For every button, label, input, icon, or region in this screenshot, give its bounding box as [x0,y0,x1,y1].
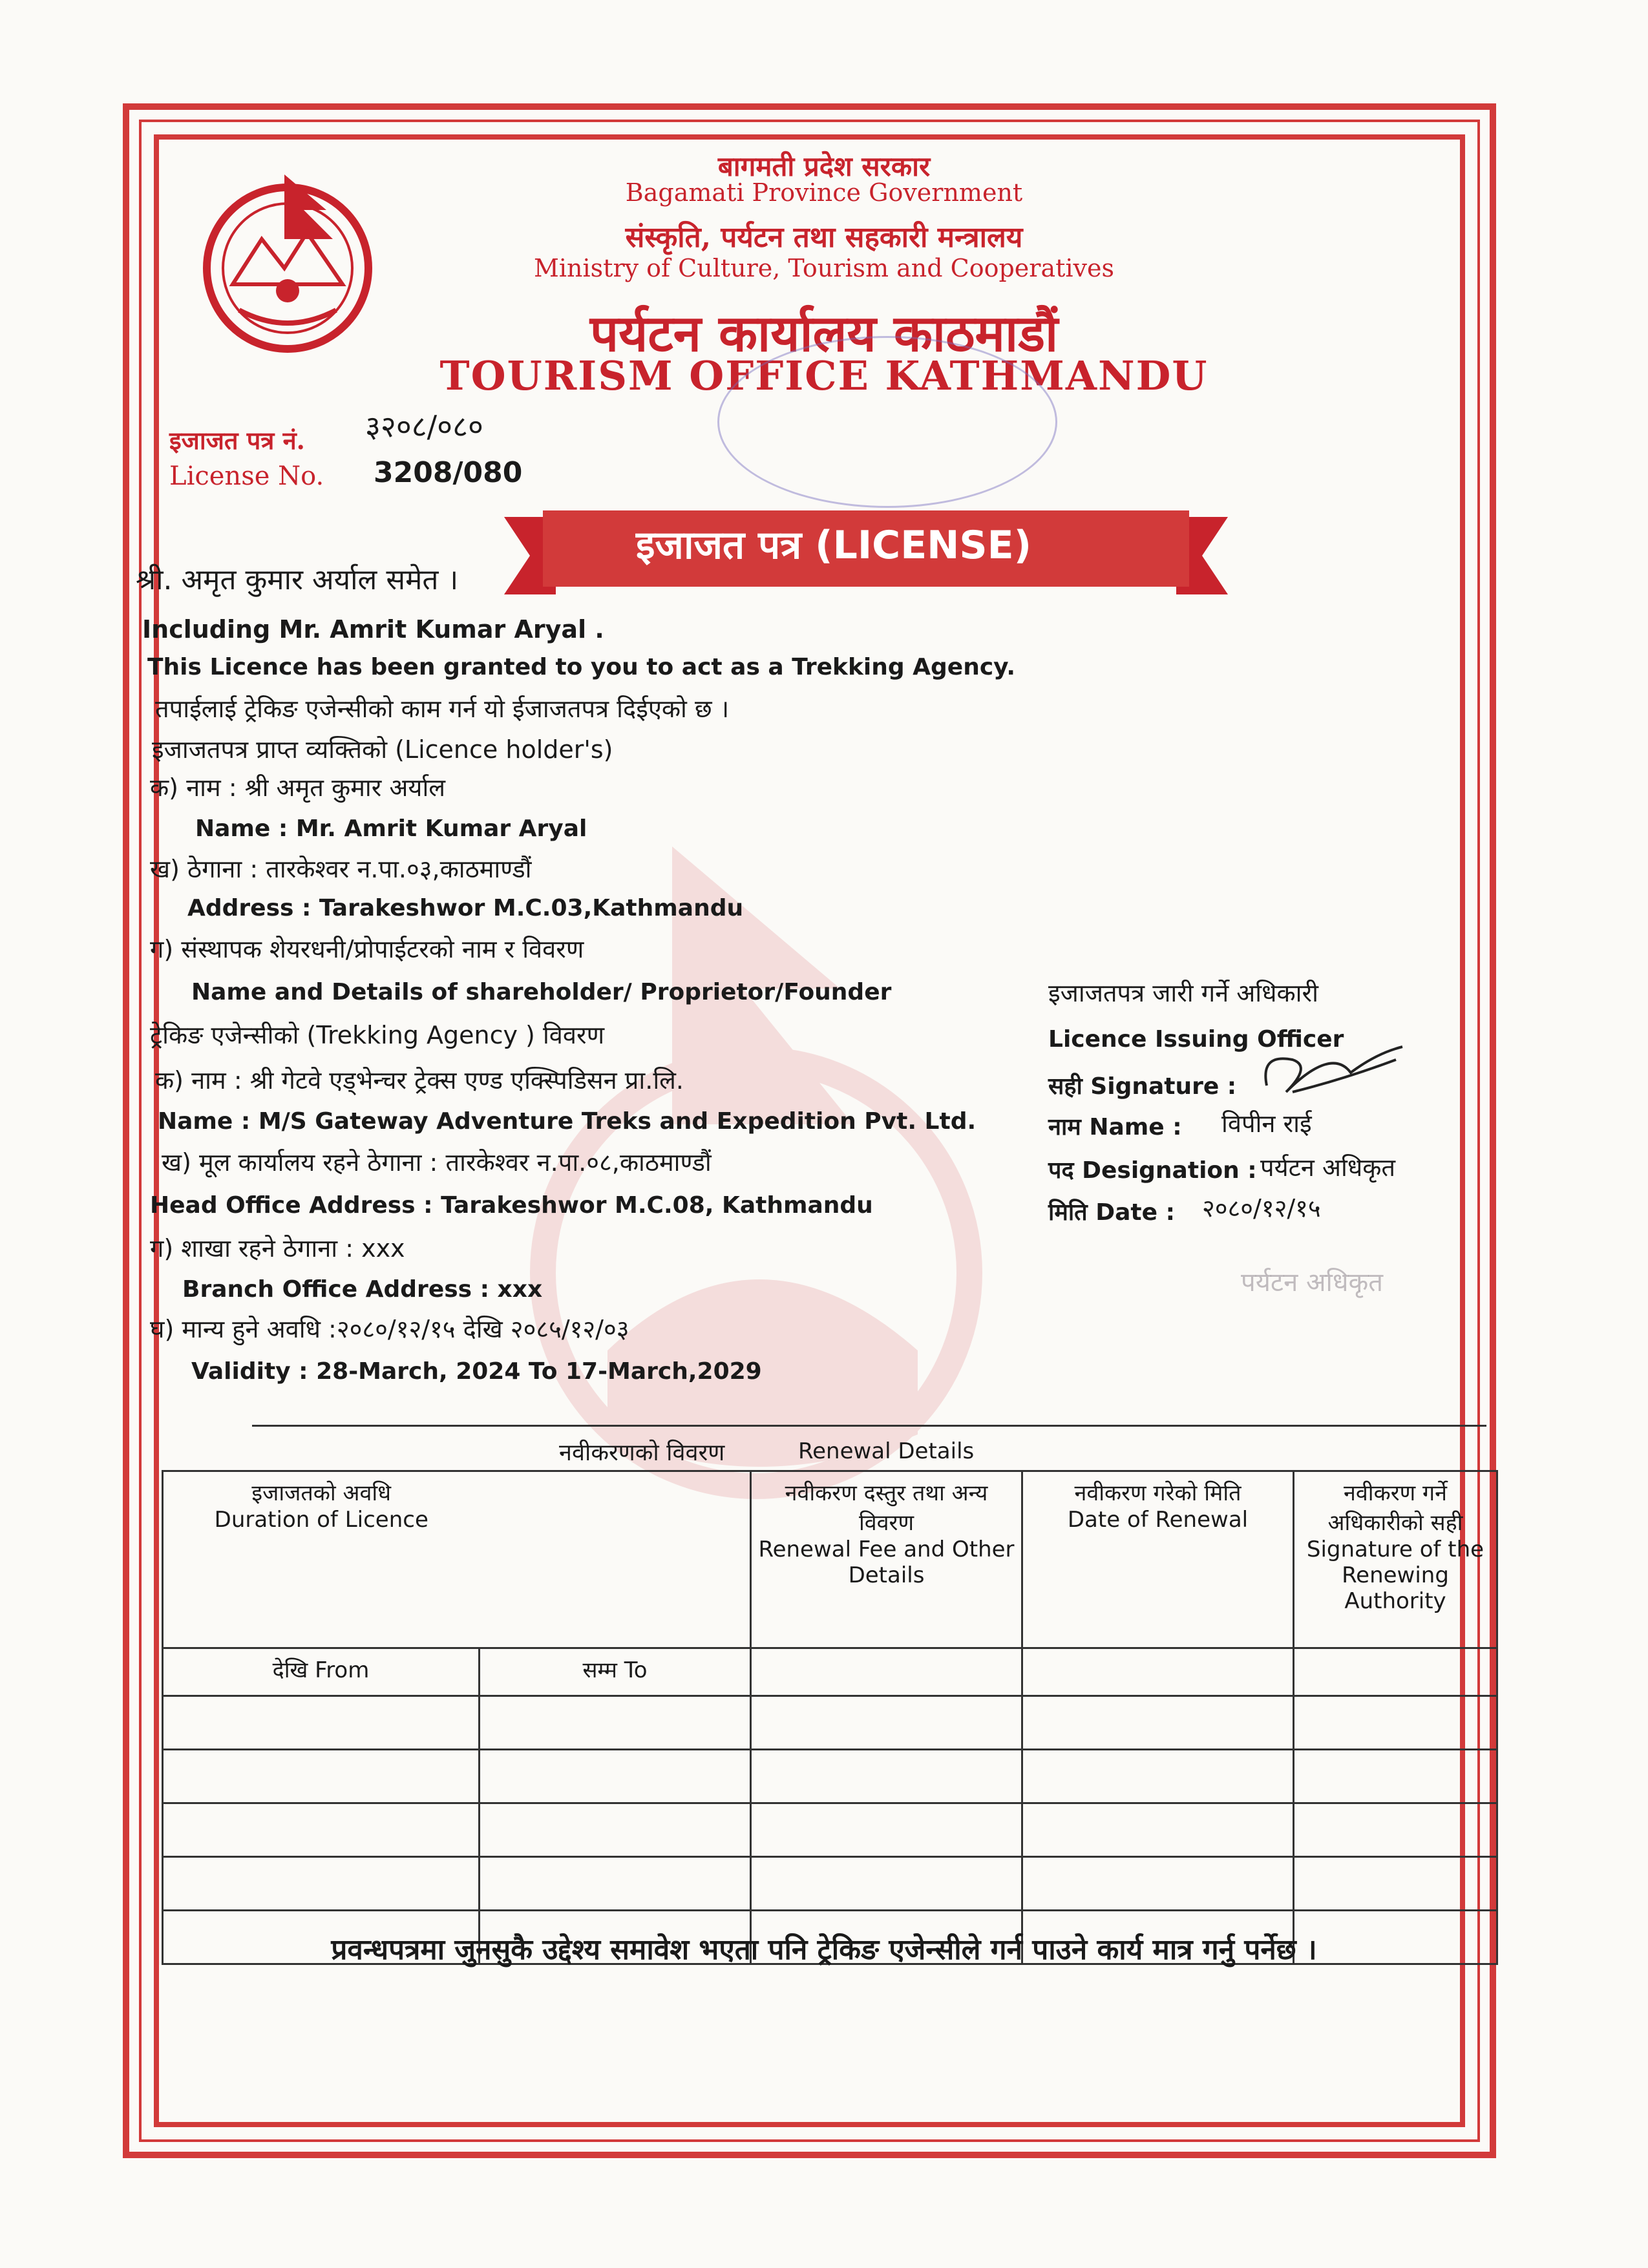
officer-date-label: मिति Date : [1048,1199,1175,1226]
validity-np: घ) मान्य हुने अवधि :२०८०/१२/१५ देखि २०८५/१२/०३ [150,1315,629,1343]
officer-heading-np: इजाजतपत्र जारी गर्ने अधिकारी [1048,979,1318,1007]
grant-np: तपाईलाई ट्रेकिङ एजेन्सीको काम गर्न यो ईजाजतपत्र दिईएको छ । [155,695,730,723]
renewal-subheader-row [163,1648,1497,1696]
founder-en: Name and Details of shareholder/ Proprietor/Founder [191,979,892,1005]
officer-designation-value: पर्यटन अधिकृत [1260,1153,1396,1182]
holder-heading: इजाजतपत्र प्राप्त व्यक्तिको (Licence holder's) [152,735,613,764]
officer-designation-label: पद Designation : [1048,1157,1257,1184]
renewal-row [163,1696,1497,1750]
col-duration-spacer [480,1471,751,1648]
renewal-row [163,1803,1497,1857]
addressee-np: श्री. अमृत कुमार अर्याल समेत । [136,563,459,596]
holder-address-en: Address : Tarakeshwor M.C.03,Kathmandu [187,895,744,921]
footer-note: प्रवन्धपत्रमा जुनसुकै उद्देश्य समावेश भएता पनि ट्रेकिङ एजेन्सीले गर्न पाउने कार्य मात्र गर्नु पर्नेछ । [331,1933,1317,1966]
col-signature [1294,1471,1497,1648]
to-label: सम्म To [480,1648,751,1696]
province-en: Bagamati Province Government [625,178,1023,207]
col-duration [163,1471,480,1648]
officer-signature-label: सही Signature : [1048,1073,1237,1100]
renewal-row [163,1857,1497,1911]
col-date-np: नवीकरण गरेको मिति [1074,1480,1241,1506]
ministry-en: Ministry of Culture, Tourism and Cooperatives [533,254,1114,282]
founder-np: ग) संस्थापक शेयरधनी/प्रोपाईटरको नाम र विवरण [150,935,584,963]
license-label-np: इजाजत पत्र नं. [169,426,305,455]
renewal-row [163,1750,1497,1803]
validity-en: Validity : 28-March, 2024 To 17-March,2029 [191,1358,762,1385]
branch-en: Branch Office Address : xxx [182,1276,543,1303]
renewal-title-en: Renewal Details [798,1438,975,1464]
head-office-en: Head Office Address : Tarakeshwor M.C.08, Kathmandu [150,1192,873,1219]
office-seal [717,336,1057,508]
col-date [1022,1471,1294,1648]
license-title: इजाजत पत्र (LICENSE) [635,523,1032,568]
col-fee-en: Renewal Fee and Other Details [758,1537,1015,1588]
license-value-en: 3208/080 [374,456,523,489]
holder-name-np: क) नाम : श्री अमृत कुमार अर्याल [150,773,446,802]
col-signature-en: Signature of the Renewing Authority [1306,1537,1484,1614]
col-fee [751,1471,1022,1648]
holder-address-np: ख) ठेगाना : तारकेश्वर न.पा.०३,काठमाण्डौं [150,855,532,883]
from-label: देखि From [163,1648,480,1696]
col-signature-np: नवीकरण गर्ने अधिकारीको सही [1327,1480,1463,1536]
branch-np: ग) शाखा रहने ठेगाना : xxx [150,1234,405,1263]
ministry-np: संस्कृति, पर्यटन तथा सहकारी मन्त्रालय [625,221,1023,254]
renewal-title-np: नवीकरणको विवरण [559,1440,725,1466]
agency-name-en: Name : M/S Gateway Adventure Treks and Expedition Pvt. Ltd. [158,1108,977,1135]
officer-stamp: पर्यटन अधिकृत [1241,1268,1384,1297]
addressee-en: Including Mr. Amrit Kumar Aryal . [142,615,604,644]
renewal-divider [252,1425,1486,1427]
holder-name-en: Name : Mr. Amrit Kumar Aryal [195,815,587,842]
col-duration-np: इजाजतको अवधि [251,1480,392,1506]
col-duration-en: Duration of Licence [214,1507,428,1533]
officer-date-value: २०८०/१२/१५ [1202,1194,1321,1223]
license-value-np: ३२०८/०८० [365,409,483,444]
agency-heading: ट्रेकिङ एजेन्सीको (Trekking Agency ) विवरण [150,1021,605,1049]
head-office-np: ख) मूल कार्यालय रहने ठेगाना : तारकेश्वर न.पा.०८,काठमाण्डौं [162,1148,712,1177]
officer-signature-icon [1254,1034,1409,1105]
grant-en: This Licence has been granted to you to act as a Trekking Agency. [147,654,1016,680]
agency-name-np: क) नाम : श्री गेटवे एड्भेन्चर ट्रेक्स एण्ड एक्स्पिडिसन प्रा.लि. [155,1066,684,1095]
province-np: बागमती प्रदेश सरकार [717,151,931,182]
renewal-table [162,1470,1498,1965]
col-date-en: Date of Renewal [1067,1507,1249,1533]
officer-heading-en: Licence Issuing Officer [1048,1026,1344,1053]
col-fee-np: नवीकरण दस्तुर तथा अन्य विवरण [785,1480,988,1536]
renewal-header-row [163,1471,1497,1648]
officer-name-value: विपीन राई [1221,1109,1312,1138]
office-en: TOURISM OFFICE KATHMANDU [439,352,1209,399]
officer-name-label: नाम Name : [1048,1114,1182,1140]
office-np: पर्यटन कार्यालय काठमाडौं [589,304,1059,363]
license-label-en: License No. [169,461,324,491]
